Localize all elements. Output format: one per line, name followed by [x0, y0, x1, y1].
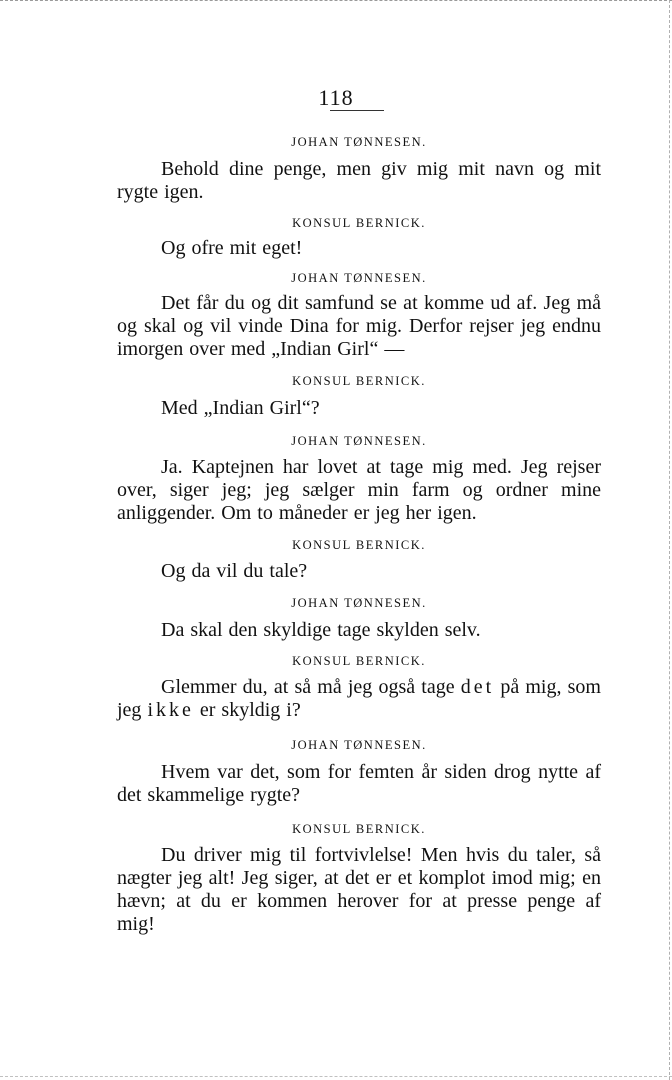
dialogue-line: Da skal den skyldige tage skylden selv. — [161, 619, 481, 641]
dialogue-line: Med „Indian Girl“? — [161, 397, 320, 419]
page-number: 118 — [318, 85, 354, 110]
dialogue-line: Ja. Kaptejnen har lovet at tage mig med. Jeg rejser over, siger jeg; jeg sælger min farm og ordner mine anliggender. Om to måneder er jeg her igen. — [117, 456, 601, 524]
speaker-label: JOHAN TØNNESEN. — [291, 596, 427, 610]
dialogue-text: er skyldig i? — [193, 699, 301, 721]
speaker-label: JOHAN TØNNESEN. — [291, 271, 427, 285]
dialogue-line: Du driver mig til fortvivlelse! Men hvis du taler, så nægter jeg alt! Jeg siger, at det er et komplot imod mig; en hævn; at du er kommen herover for at presse penge af mig! — [117, 844, 601, 935]
speaker-label: JOHAN TØNNESEN. — [291, 135, 427, 149]
speaker-label: JOHAN TØNNESEN. — [291, 738, 427, 752]
dialogue-line: Og ofre mit eget! — [161, 237, 303, 259]
scan-edge-bottom — [0, 1076, 672, 1078]
speaker-label: KONSUL BERNICK. — [292, 538, 426, 552]
speaker-label: KONSUL BERNICK. — [292, 374, 426, 388]
page-number-rule — [330, 110, 384, 111]
speaker-label: KONSUL BERNICK. — [292, 216, 426, 230]
speaker-label: JOHAN TØNNESEN. — [291, 434, 427, 448]
dialogue-line: Det får du og dit samfund se at komme ud af. Jeg må og skal og vil vinde Dina for mig. Derfor rejser jeg endnu imorgen over med „Indian Girl“ — — [117, 292, 601, 360]
dialogue-line: Behold dine penge, men giv mig mit navn og mit rygte igen. — [117, 158, 601, 203]
emphasized-word: ikke — [147, 699, 194, 721]
emphasized-word: det — [460, 676, 495, 698]
dialogue-line: Og da vil du tale? — [161, 560, 308, 582]
scan-edge-top — [0, 0, 672, 2]
dialogue-line: Hvem var det, som for femten år siden drog nytte af det skammelige rygte? — [117, 761, 601, 806]
dialogue-text: Glemmer du, at så må jeg også tage — [161, 676, 461, 698]
speaker-label: KONSUL BERNICK. — [292, 654, 426, 668]
dialogue-text: på mig, som jeg — [117, 676, 601, 721]
dialogue-line — [117, 676, 601, 722]
speaker-label: KONSUL BERNICK. — [292, 822, 426, 836]
